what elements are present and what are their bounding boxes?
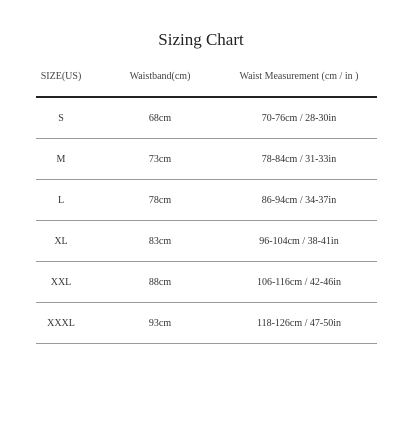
header-waist-measurement: Waist Measurement (cm / in ): [239, 71, 359, 82]
header-waistband: Waistband(cm): [129, 71, 191, 82]
waistband-cell: 88cm: [148, 276, 172, 288]
table-row: [36, 262, 377, 303]
size-cell: XXL: [50, 276, 72, 288]
waist-measurement-cell: 78-84cm / 31-33in: [261, 153, 337, 165]
waist-measurement-cell: 86-94cm / 34-37in: [261, 194, 337, 206]
waist-measurement-cell: 118-126cm / 47-50in: [256, 317, 342, 329]
size-cell: XL: [54, 235, 68, 247]
waistband-cell: 78cm: [148, 194, 172, 206]
chart-title: Sizing Chart: [158, 30, 244, 49]
waistband-cell: 93cm: [148, 317, 172, 329]
size-cell: M: [56, 153, 66, 165]
waistband-cell: 68cm: [148, 112, 172, 124]
table-row: [36, 139, 377, 180]
table-row: [36, 98, 377, 139]
size-cell: XXXL: [47, 317, 75, 329]
table-row: [36, 303, 377, 344]
waistband-cell: 73cm: [148, 153, 172, 165]
sizing-table: [36, 57, 377, 344]
waist-measurement-cell: 70-76cm / 28-30in: [261, 112, 337, 124]
size-cell: L: [57, 194, 65, 206]
waist-measurement-cell: 106-116cm / 42-46in: [256, 276, 342, 288]
header-size: SIZE(US): [40, 71, 82, 82]
table-row: [36, 180, 377, 221]
table-row: [36, 221, 377, 262]
table-header: [36, 57, 377, 98]
waistband-cell: 83cm: [148, 235, 172, 247]
waist-measurement-cell: 96-104cm / 38-41in: [259, 235, 339, 247]
size-cell: S: [58, 112, 64, 124]
